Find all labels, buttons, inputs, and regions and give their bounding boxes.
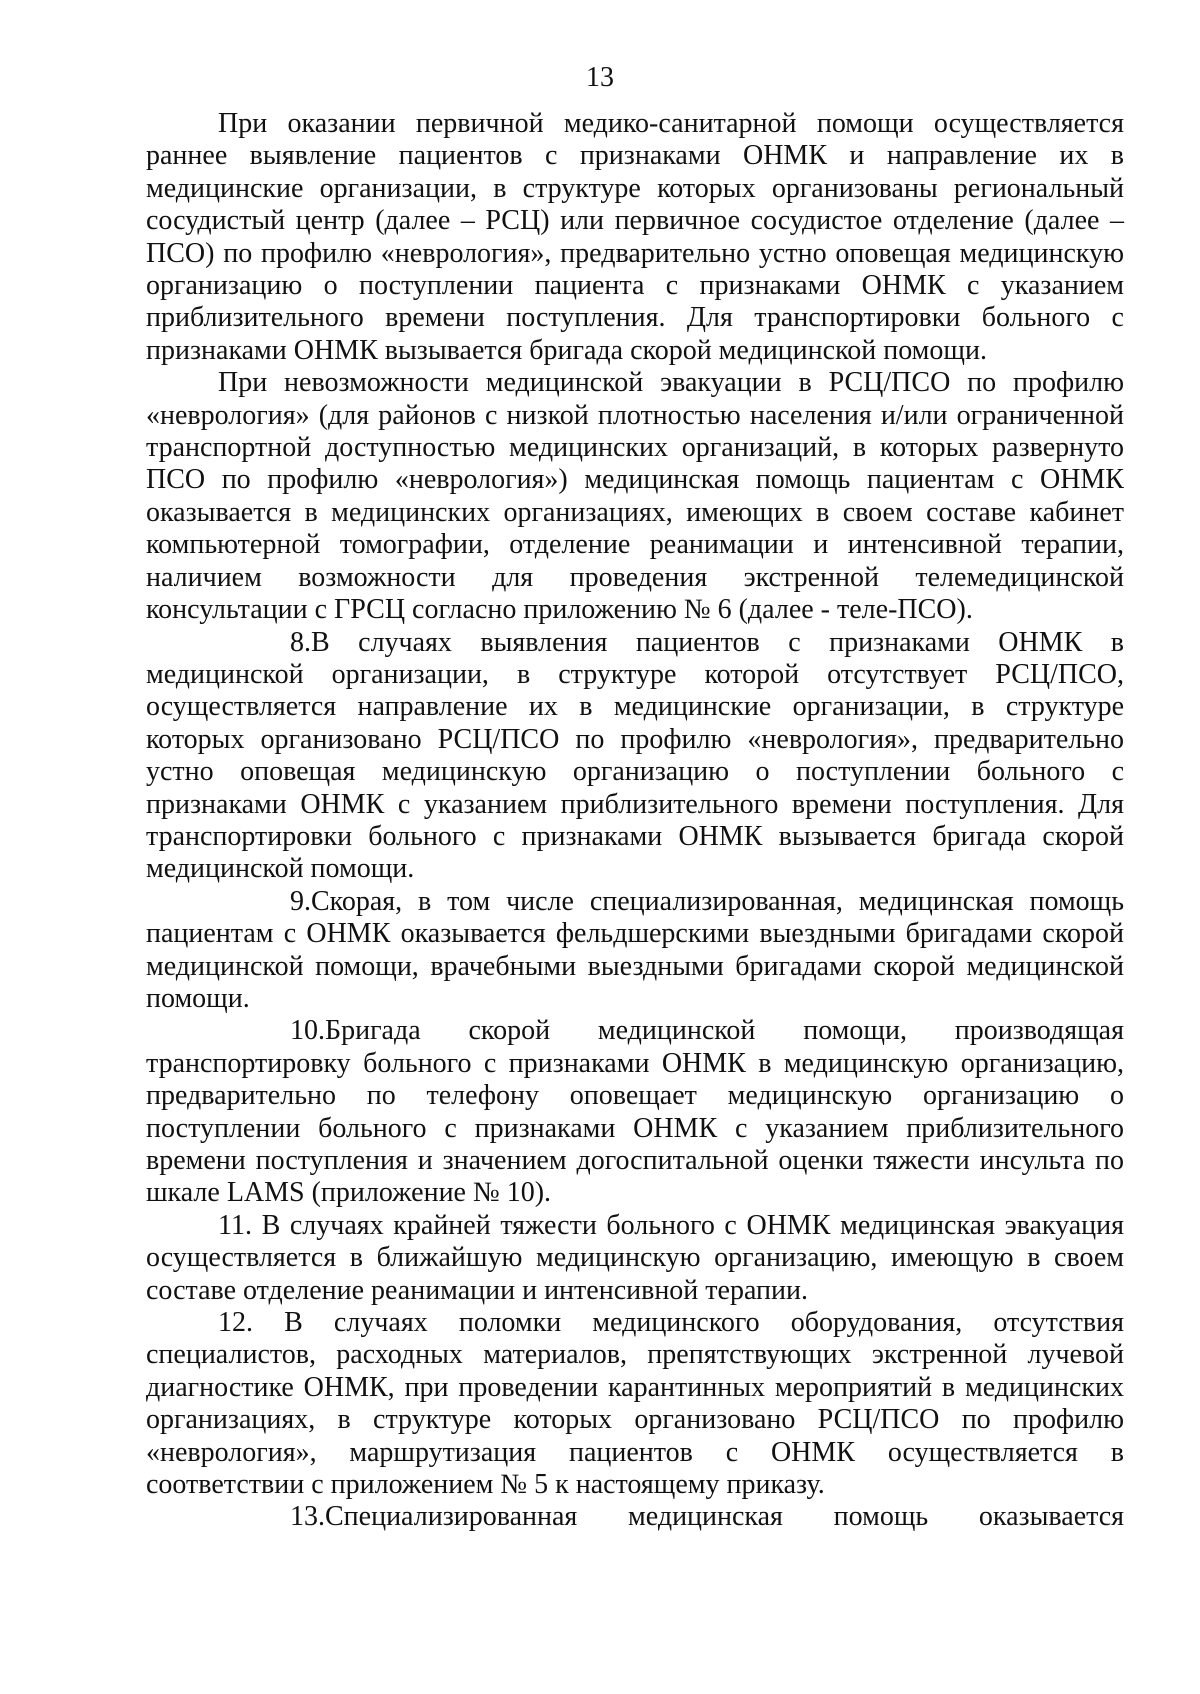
paragraph-number: 13. [290, 1501, 325, 1533]
numbered-paragraph [146, 1501, 1124, 1533]
paragraph-text: При оказании первичной медико-санитарной помощи осуществляется раннее выявление пациентов с признаками ОНМК и направление их в медицинские организации, в структуре которых организованы региональный сосудистый центр (далее – РСЦ) или первичное сосудистое отделение (далее – ПСО) по профилю «неврология», предварительно устно оповещая медицинскую организацию о поступлении пациента с признаками ОНМК с указанием приблизительного времени поступления. Для транспортировки больного с признаками ОНМК вызывается бригада скорой медицинской помощи. [146, 108, 1124, 366]
paragraph-text: Специализированная медицинская помощь оказывается [325, 1501, 1124, 1533]
numbered-paragraph [146, 1210, 1124, 1307]
paragraph-text: В случаях крайней тяжести больного с ОНМК медицинская эвакуация осуществляется в ближайшую медицинскую организацию, имеющую в своем составе отделение реанимации и интенсивной терапии. [146, 1209, 1125, 1306]
numbered-paragraph [146, 1015, 1124, 1209]
paragraph-text: Бригада скорой медицинской помощи, производящая транспортировку больного с признаками ОНМК в медицинскую организацию, предварительно по телефону оповещает медицинскую организацию о поступлении больного с признаками ОНМК с указанием приблизительного времени поступления и значением догоспитальной оценки тяжести инсульта по шкале LAMS (приложение № 10). [146, 1015, 1124, 1209]
numbered-paragraph [146, 1307, 1124, 1501]
document-body [146, 108, 1124, 1534]
paragraph-text: Скорая, в том числе специализированная, медицинская помощь пациентам с ОНМК оказывается фельдшерскими выездными бригадами скорой медицинской помощи, врачебными выездными бригадами скорой медицинской помощи. [146, 885, 1124, 1014]
numbered-paragraph [146, 886, 1124, 1016]
paragraph [146, 367, 1124, 626]
paragraph [146, 108, 1124, 367]
paragraph-number: 8. [290, 626, 311, 658]
numbered-paragraph [146, 627, 1124, 886]
paragraph-text: В случаях поломки медицинского оборудования, отсутствия специалистов, расходных материалов, препятствующих экстренной лучевой диагностике ОНМК, при проведении карантинных мероприятий в медицинских организациях, в структуре которых организовано РСЦ/ПСО по профилю «неврология», маршрутизация пациентов с ОНМК осуществляется в соответствии с приложением № 5 к настоящему приказу. [146, 1307, 1125, 1501]
paragraph-text: В случаях выявления пациентов с признаками ОНМК в медицинской организации, в структуре которой отсутствует РСЦ/ПСО, осуществляется направление их в медицинские организации, в структуре которых организовано РСЦ/ПСО по профилю «неврология», предварительно устно оповещая медицинскую организацию о поступлении больного с признаками ОНМК с указанием приблизительного времени поступления. Для транспортировки больного с признаками ОНМК вызывается бригада скорой медицинской помощи. [146, 626, 1124, 885]
paragraph-number: 10. [290, 1015, 325, 1047]
paragraph-number: 11. [218, 1209, 252, 1241]
page-number: 13 [586, 62, 614, 93]
paragraph-number: 12. [218, 1307, 253, 1339]
paragraph-number: 9. [290, 885, 311, 917]
paragraph-text: При невозможности медицинской эвакуации в РСЦ/ПСО по профилю «неврология» (для районов с низкой плотностью населения и/или ограниченной транспортной доступностью медицинских организаций, в которых развернуто ПСО по профилю «неврология») медицинская помощь пациентам с ОНМК оказывается в медицинских организациях, имеющих в своем составе кабинет компьютерной томографии, отделение реанимации и интенсивной терапии, наличием возможности для проведения экстренной телемедицинской консультации с ГРСЦ согласно приложению № 6 (далее - теле-ПСО). [146, 367, 1124, 626]
